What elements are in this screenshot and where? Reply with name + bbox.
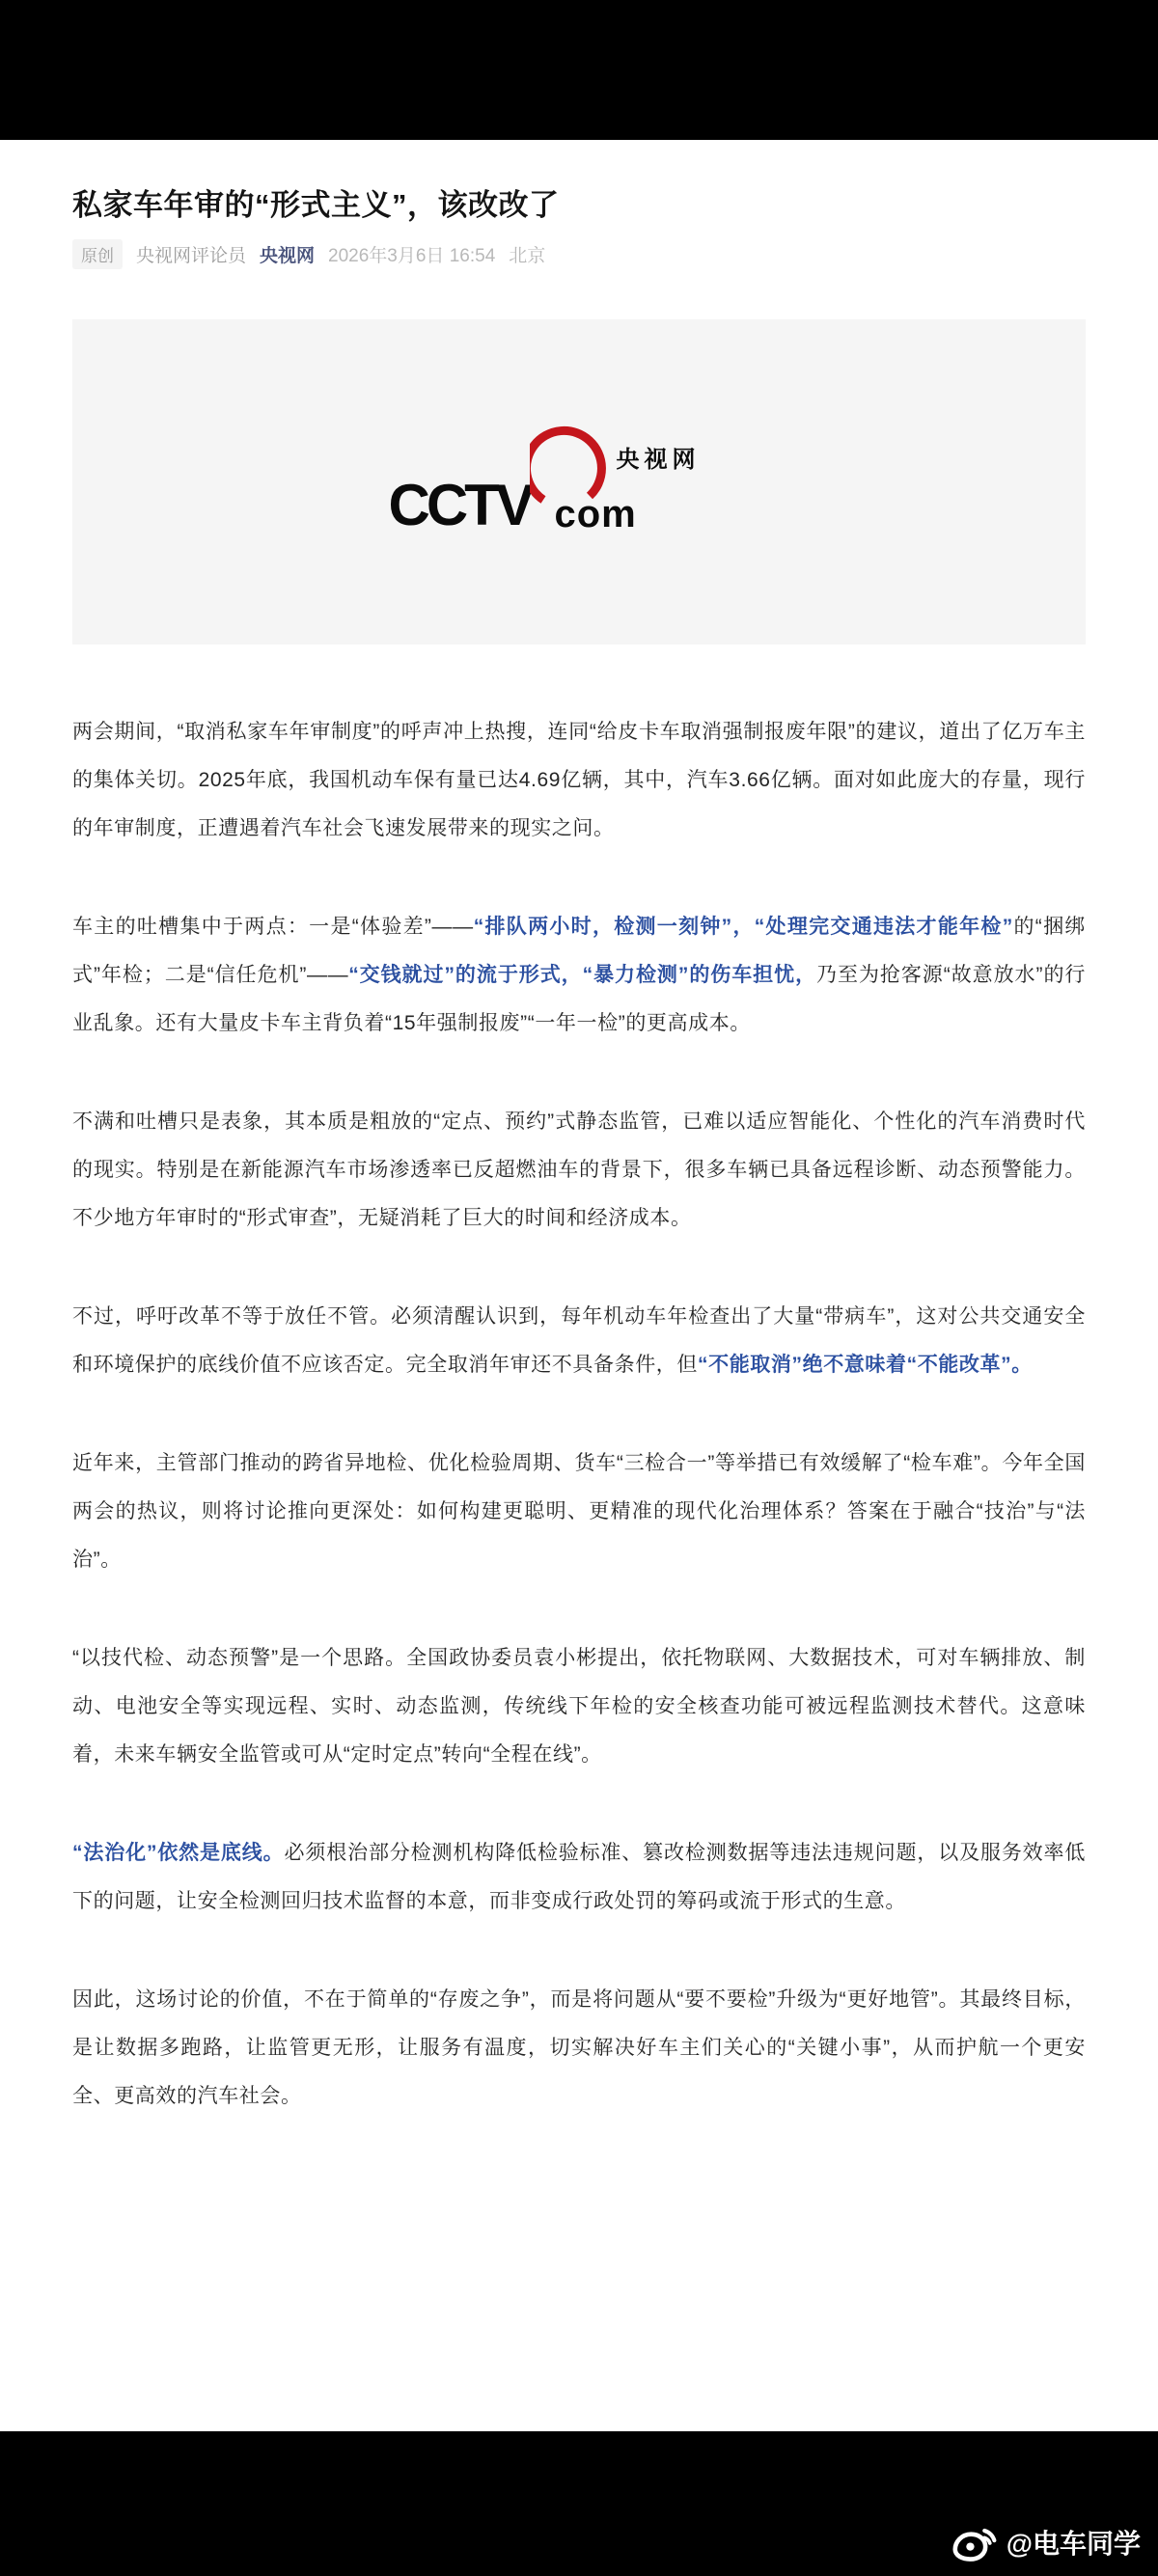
byline-source-link[interactable]: 央视网 <box>260 246 316 266</box>
cctv-logo-site-text: 央视网 <box>616 446 701 473</box>
weibo-watermark <box>952 2522 1141 2562</box>
top-letterbox-bar <box>0 0 1158 140</box>
cctv-logo-com-text: com <box>554 492 637 535</box>
paragraph <box>72 1439 1086 1584</box>
paragraph <box>72 1293 1086 1389</box>
text-run: 车主的吐槽集中于两点：一是“体验差”—— <box>72 916 474 938</box>
byline-author: 央视网评论员 <box>136 246 247 266</box>
article-hero-image <box>72 319 1086 644</box>
text-run: 近年来，主管部门推动的跨省异地检、优化检验周期、货车“三检合一”等举措已有效缓解了“检车难”。今年全国两会的热议，则将讨论推向更深处：如何构建更聪明、更精准的现代化治理体系？答案在于融合“技治”与“法治”。 <box>72 1452 1086 1571</box>
cctv-logo-text: CCTV <box>388 472 531 537</box>
text-run: 乃至为抢客源“故意放水”的行业乱象。还有大量皮卡车主背负着“15年强制报废”“一年一检”的更高成本。 <box>72 964 1087 1034</box>
cctv-com-logo <box>389 421 770 544</box>
byline <box>72 239 1086 269</box>
text-run: 必须根治部分检测机构降低检验标准、篡改检测数据等违法违规问题，以及服务效率低下的问题，让安全检测回归技术监督的本意，而非变成行政处罚的筹码或流于形式的生意。 <box>72 1842 1087 1912</box>
paragraph <box>72 1829 1086 1926</box>
byline-datetime: 2026年3月6日 16:54 <box>328 246 496 266</box>
text-run: “以技代检、动态预警”是一个思路。全国政协委员袁小彬提出，依托物联网、大数据技术，可对车辆排放、制动、电池安全等实现远程、实时、动态监测，传统线下年检的安全核查功能可被远程监测技术替代。这意味着，未来车辆安全监管或可从“定时定点”转向“全程在线”。 <box>72 1647 1086 1766</box>
paragraph <box>72 1976 1086 2121</box>
highlight-run: “排队两小时，检测一刻钟”，“处理完交通违法才能年检” <box>473 916 1013 938</box>
text-run: 不过，呼吁改革不等于放任不管。必须清醒认识到，每年机动车年检查出了大量“带病车”，这对公共交通安全和环境保护的底线价值不应该否定。完全取消年审还不具备条件，但 <box>72 1305 1086 1376</box>
paragraph <box>72 903 1086 1048</box>
text-run: 不满和吐槽只是表象，其本质是粗放的“定点、预约”式静态监管，已难以适应智能化、个性化的汽车消费时代的现实。特别是在新能源汽车市场渗透率已反超燃油车的背景下，很多车辆已具备远程诊断、动态预警能力。不少地方年审时的“形式审查”，无疑消耗了巨大的时间和经济成本。 <box>72 1110 1086 1229</box>
text-run: 因此，这场讨论的价值，不在于简单的“存废之争”，而是将问题从“要不要检”升级为“更好地管”。其最终目标，是让数据多跑路，让监管更无形，让服务有温度，切实解决好车主们关心的“关键小事”，从而护航一个更安全、更高效的汽车社会。 <box>72 1988 1086 2107</box>
highlight-run: “交钱就过”的流于形式，“暴力检测”的伤车担忧， <box>348 964 817 986</box>
article-body <box>72 708 1086 2121</box>
original-badge: 原创 <box>72 239 123 269</box>
paragraph <box>72 1098 1086 1243</box>
paragraph <box>72 1634 1086 1779</box>
paragraph <box>72 708 1086 853</box>
text-run: 的“捆绑式”年检；二是“信任危机”—— <box>72 916 1086 986</box>
watermark-text: @电车同学 <box>1006 2529 1141 2559</box>
weibo-icon <box>952 2522 999 2562</box>
text-run: 两会期间，“取消私家车年审制度”的呼声冲上热搜，连同“给皮卡车取消强制报废年限”的建议，道出了亿万车主的集体关切。2025年底，我国机动车保有量已达4.69亿辆，其中，汽车3.66亿辆。面对如此庞大的存量，现行的年审制度，正遭遇着汽车社会飞速发展带来的现实之问。 <box>72 721 1086 839</box>
byline-location: 北京 <box>509 246 546 266</box>
bottom-letterbox-bar <box>0 2431 1158 2576</box>
article-page <box>0 140 1158 2431</box>
highlight-run: “不能取消”绝不意味着“不能改革”。 <box>698 1354 1033 1376</box>
highlight-run: “法治化”依然是底线。 <box>72 1842 285 1864</box>
article-title: 私家车年审的“形式主义”，该改改了 <box>72 188 560 222</box>
